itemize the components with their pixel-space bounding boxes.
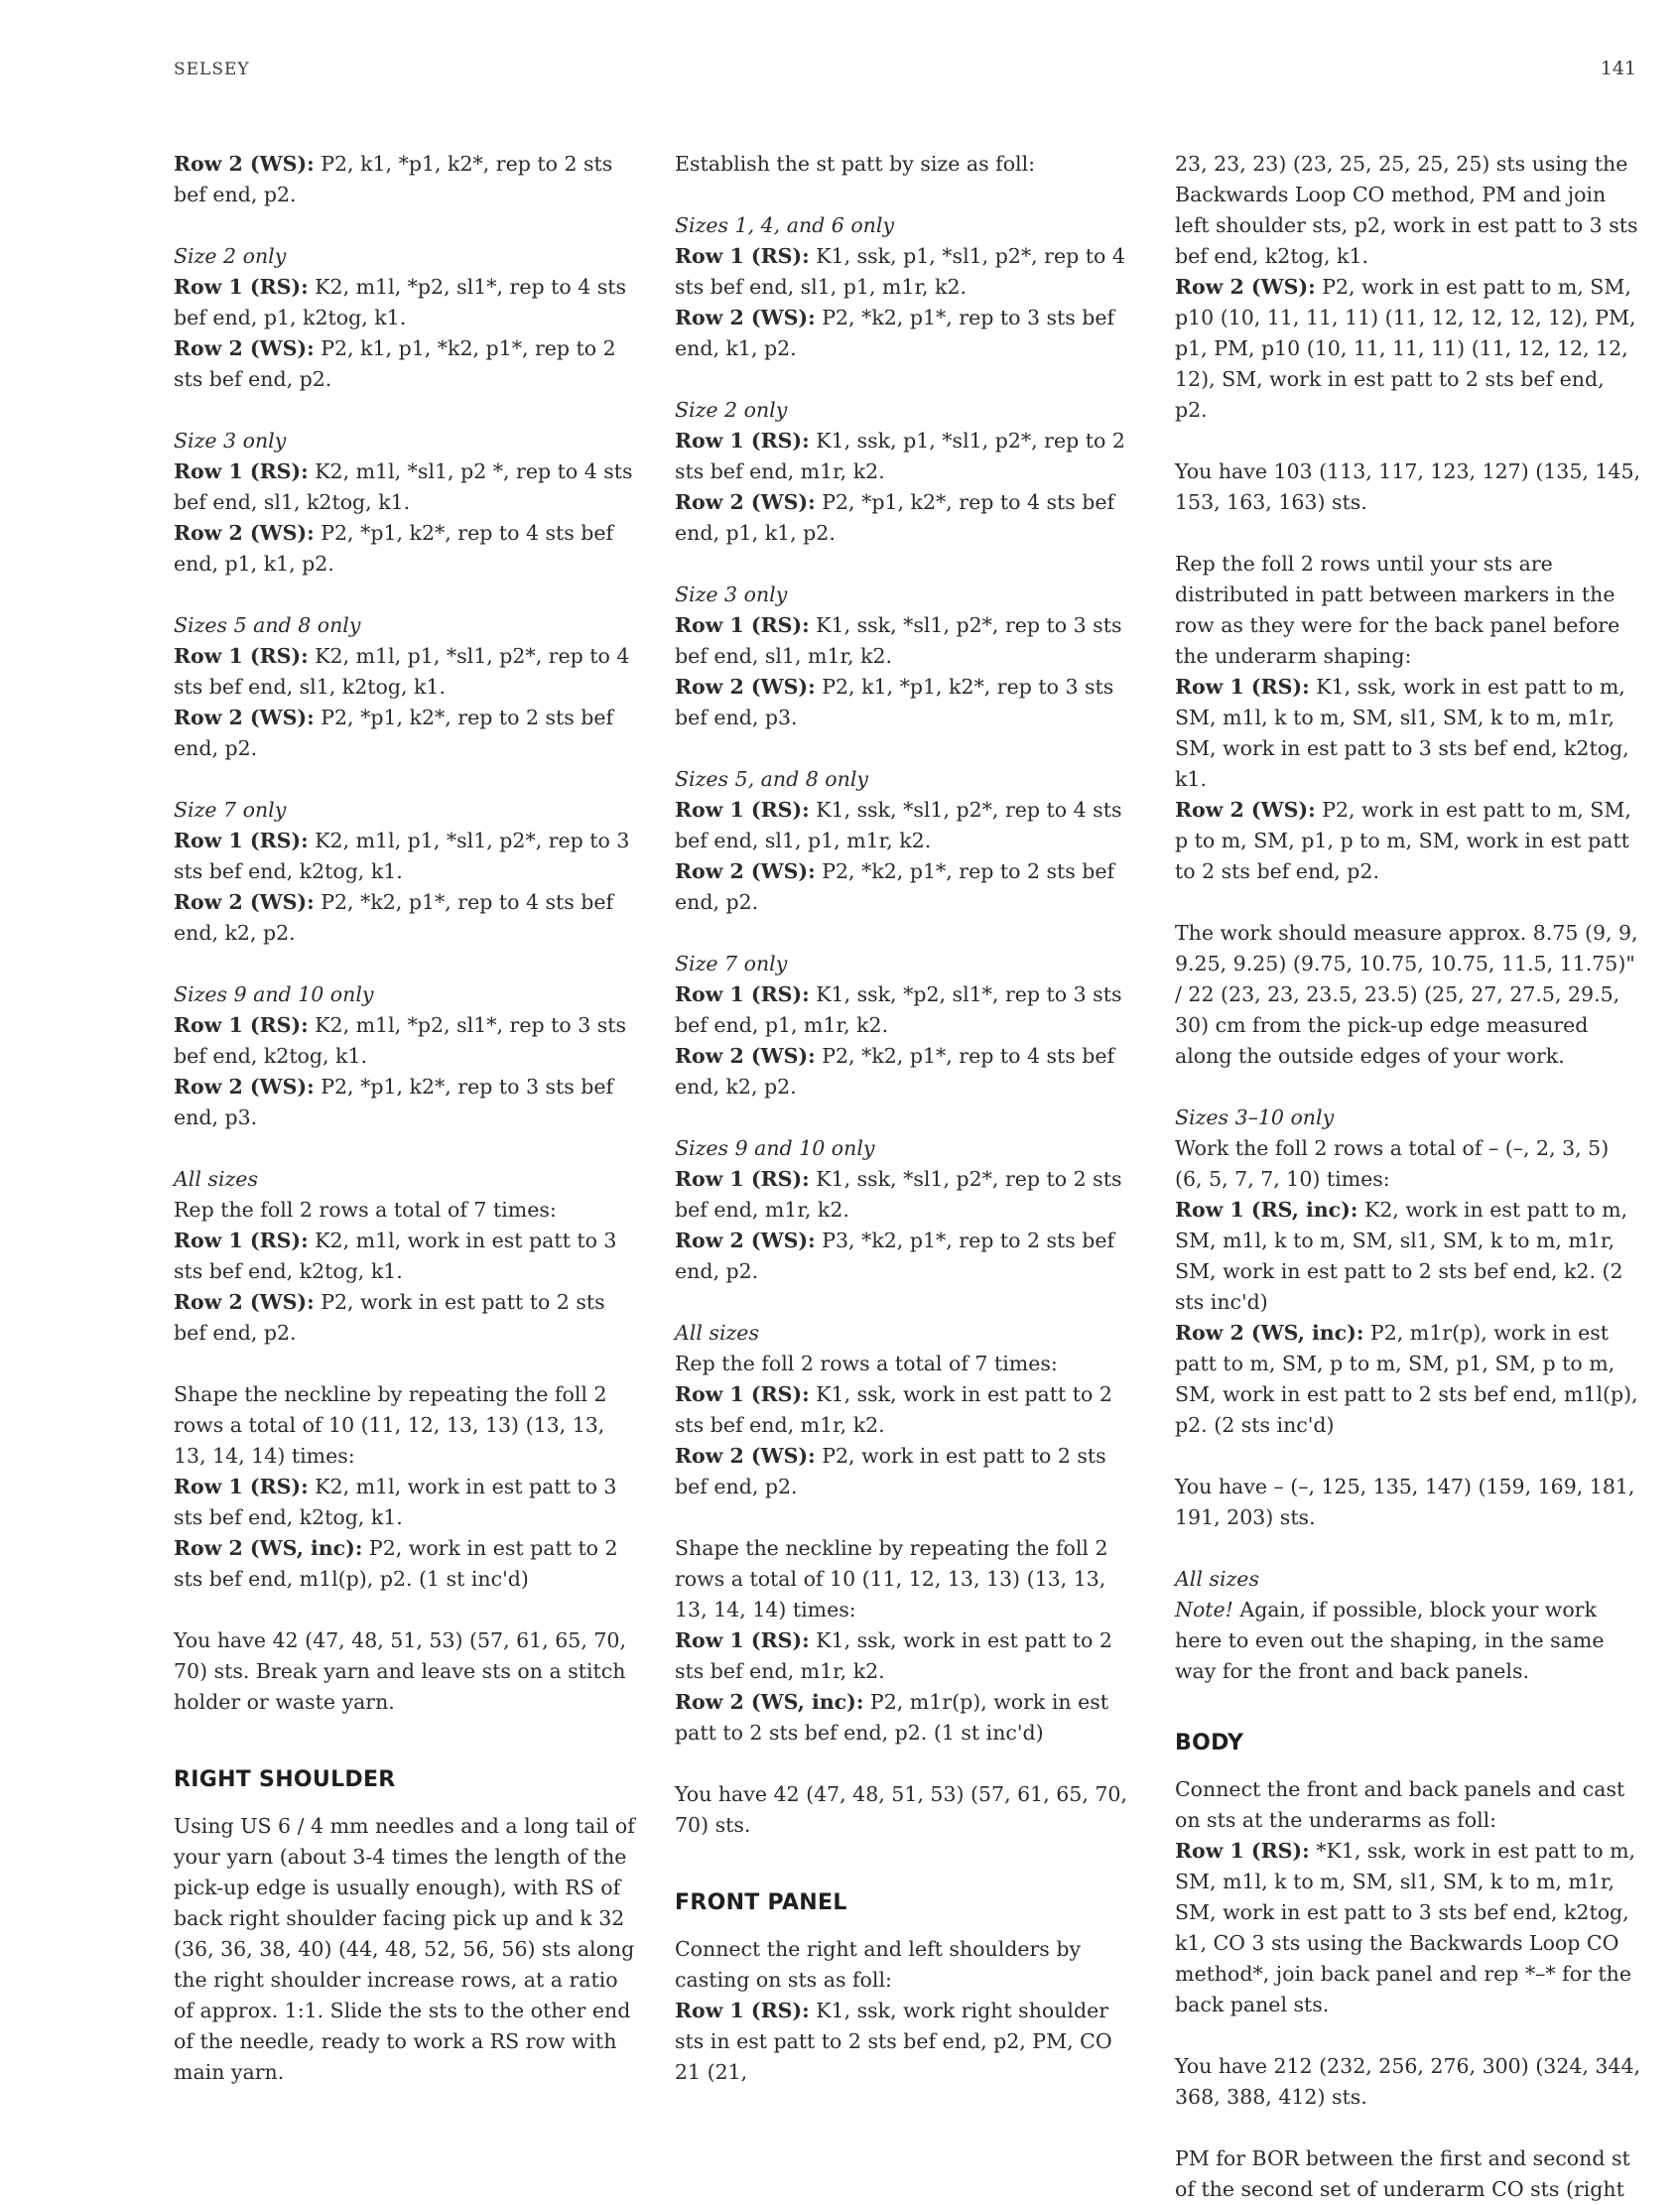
size-title: Sizes 3–10 only xyxy=(1175,1105,1335,1129)
row-instruction: Row 2 (WS): P2, work in est patt to 2 sts bef end, p2. xyxy=(174,1290,605,1345)
row-instruction: Row 1 (RS): K1, ssk, *sl1, p2*, rep to 3 sts bef end, sl1, m1r, k2. xyxy=(675,613,1122,668)
size-section xyxy=(174,426,640,580)
row-instruction: Row 1 (RS): K2, m1l, *p2, sl1*, rep to 4 sts bef end, p1, k2tog, k1. xyxy=(174,275,627,329)
size-section xyxy=(174,610,640,764)
page-number: 141 xyxy=(1600,58,1636,79)
section-intro: Work the foll 2 rows a total of – (–, 2, 3, 5) (6, 5, 7, 7, 10) times: xyxy=(1175,1136,1610,1191)
row-instruction: Row 1 (RS, inc): K2, work in est patt to m, SM, m1l, k to m, SM, sl1, SM, k to m, m1r, SM, work in est patt to 2 sts bef end, k2. (2 sts inc'd) xyxy=(1175,1198,1628,1314)
column-3 xyxy=(1175,149,1641,2205)
row-instruction: Row 2 (WS): P2, work in est patt to 2 sts bef end, p2. xyxy=(675,1444,1106,1498)
size-title: Sizes 9 and 10 only xyxy=(174,982,374,1006)
size-title: Size 2 only xyxy=(675,398,788,422)
section-intro: Shape the neckline by repeating the foll 2 rows a total of 10 (11, 12, 13, 13) (13, 13, 13, 14, 14) times: xyxy=(174,1382,607,1468)
running-header-title: SELSEY xyxy=(174,60,250,79)
size-section xyxy=(1175,1102,1641,1441)
section-heading-front-panel: FRONT PANEL xyxy=(675,1890,847,1915)
size-section xyxy=(174,1164,640,1349)
stitch-count: You have 42 (47, 48, 51, 53) (57, 61, 65, 70, 70) sts. xyxy=(675,1782,1127,1837)
stitch-count: You have – (–, 125, 135, 147) (159, 169, 181, 191, 203) sts. xyxy=(1175,1475,1635,1529)
size-title: Size 3 only xyxy=(675,583,788,606)
size-section xyxy=(675,210,1141,364)
size-section xyxy=(675,1133,1141,1287)
size-section xyxy=(174,979,640,1133)
section-intro: Rep the foll 2 rows a total of 7 times: xyxy=(174,1198,557,1222)
section-heading-right-shoulder: RIGHT SHOULDER xyxy=(174,1767,396,1792)
stitch-count: You have 103 (113, 117, 123, 127) (135, 145, 153, 163, 163) sts. xyxy=(1175,459,1641,514)
row-instruction: Row 1 (RS): K1, ssk, work right shoulder sts in est patt to 2 sts bef end, p2, PM, CO 21 (21, xyxy=(675,1999,1112,2084)
size-section xyxy=(174,241,640,395)
measurement-note: The work should measure approx. 8.75 (9, 9, 9.25, 9.25) (9.75, 10.75, 10.75, 11.5, 11.75)" / 22 (23, 23, 23.5, 23.5) (25, 27, 27.5, 29.5, 30) cm from the pick-up edge measured along the outside edges of your work. xyxy=(1175,921,1638,1068)
section-intro: Connect the right and left shoulders by casting on sts as foll: xyxy=(675,1937,1082,1992)
size-section xyxy=(174,795,640,949)
section-intro: Rep the foll 2 rows until your sts are distributed in patt between markers in the row as they were for the back panel before the underarm shaping: xyxy=(1175,552,1620,668)
note: Note! Again, if possible, block your work here to even out the shaping, in the same way for the front and back panels. xyxy=(1175,1598,1605,1683)
paragraph: Using US 6 / 4 mm needles and a long tail of your yarn (about 3-4 times the length of the pick-up edge is usually enough), with RS of back right shoulder facing pick up and k 32 (36, 36, 38, 40) (44, 48, 52, 56, 56) sts along the right shoulder increase rows, at a ratio of approx. 1:1. Slide the sts to the other end of the needle, ready to work a RS row with main yarn. xyxy=(174,1814,635,2084)
body-section xyxy=(1175,1774,1641,2020)
row-instruction: Row 2 (WS, inc): P2, m1r(p), work in est patt to m, SM, p to m, SM, p1, SM, p to m, SM, work in est patt to 2 sts bef end, m1l(p), p2. (2 sts inc'd) xyxy=(1175,1321,1638,1437)
size-section xyxy=(1175,1564,1641,1687)
stitch-count: You have 42 (47, 48, 51, 53) (57, 61, 65, 70, 70) sts. Break yarn and leave sts on a stitch holder or waste yarn. xyxy=(174,1628,626,1714)
row-instruction: Row 2 (WS, inc): P2, m1r(p), work in est patt to 2 sts bef end, p2. (1 st inc'd) xyxy=(675,1690,1109,1745)
size-section xyxy=(675,764,1141,918)
row-instruction: Row 2 (WS): P2, *p1, k2*, rep to 4 sts bef end, p1, k1, p2. xyxy=(675,490,1115,545)
section-intro: Shape the neckline by repeating the foll 2 rows a total of 10 (11, 12, 13, 13) (13, 13, 13, 14, 14) times: xyxy=(675,1536,1108,1621)
column-1 xyxy=(174,149,640,2088)
row-instruction: Row 2 (WS): P3, *k2, p1*, rep to 2 sts bef end, p2. xyxy=(675,1229,1115,1283)
row-instruction: Row 2 (WS, inc): P2, work in est patt to 2 sts bef end, m1l(p), p2. (1 st inc'd) xyxy=(174,1536,618,1591)
row-instruction: Row 2 (WS): P2, *k2, p1*, rep to 2 sts bef end, p2. xyxy=(675,859,1115,914)
paragraph: PM for BOR between the first and second st of the second set of underarm CO sts (right xyxy=(1175,2146,1630,2201)
size-title: Size 7 only xyxy=(675,952,788,975)
size-title: Sizes 5 and 8 only xyxy=(174,613,361,637)
column-2 xyxy=(675,149,1141,2088)
row-instruction: Row 1 (RS): K2, m1l, *p2, sl1*, rep to 3 sts bef end, k2tog, k1. xyxy=(174,1013,627,1068)
row-instruction: Row 1 (RS): K2, m1l, work in est patt to 3 sts bef end, k2tog, k1. xyxy=(174,1229,617,1283)
paragraph: 23, 23, 23) (23, 25, 25, 25, 25) sts using the Backwards Loop CO method, PM and join left shoulder sts, p2, work in est patt to 3 sts bef end, k2tog, k1. xyxy=(1175,152,1638,268)
size-section xyxy=(675,949,1141,1102)
row-instruction: Row 1 (RS): K1, ssk, work in est patt to m, SM, m1l, k to m, SM, sl1, SM, k to m, m1r, SM, work in est patt to 3 sts bef end, k2tog, k1. xyxy=(1175,675,1629,791)
row-instruction: Row 1 (RS): K2, m1l, work in est patt to 3 sts bef end, k2tog, k1. xyxy=(174,1475,617,1529)
row-instruction: Row 2 (WS): P2, k1, *p1, k2*, rep to 2 sts bef end, p2. xyxy=(174,152,613,206)
row-instruction: Row 1 (RS): K1, ssk, work in est patt to 2 sts bef end, m1r, k2. xyxy=(675,1628,1112,1683)
row-instruction: Row 2 (WS): P2, work in est patt to m, SM, p to m, SM, p1, p to m, SM, work in est patt to 2 sts bef end, p2. xyxy=(1175,798,1631,883)
repeat-section xyxy=(1175,549,1641,887)
row-instruction: Row 1 (RS): K1, ssk, *p2, sl1*, rep to 3 sts bef end, p1, m1r, k2. xyxy=(675,982,1122,1037)
size-title: Sizes 1, 4, and 6 only xyxy=(675,213,895,237)
row-instruction: Row 2 (WS): P2, *k2, p1*, rep to 4 sts bef end, k2, p2. xyxy=(174,890,614,945)
size-title: All sizes xyxy=(1175,1567,1259,1591)
row-instruction: Row 2 (WS): P2, *k2, p1*, rep to 4 sts bef end, k2, p2. xyxy=(675,1044,1115,1099)
row-instruction: Row 2 (WS): P2, *p1, k2*, rep to 4 sts bef end, p1, k1, p2. xyxy=(174,521,614,576)
row-instruction: Row 2 (WS): P2, *p1, k2*, rep to 2 sts bef end, p2. xyxy=(174,706,614,760)
row-instruction: Row 1 (RS): K2, m1l, *sl1, p2 *, rep to 4 sts bef end, sl1, k2tog, k1. xyxy=(174,459,633,514)
size-title: Size 7 only xyxy=(174,798,287,822)
size-section xyxy=(675,580,1141,733)
size-title: All sizes xyxy=(174,1167,258,1191)
size-title: Size 3 only xyxy=(174,429,287,453)
row-instruction: Row 1 (RS): K2, m1l, p1, *sl1, p2*, rep to 4 sts bef end, sl1, k2tog, k1. xyxy=(174,644,630,699)
front-panel-continued xyxy=(1175,149,1641,426)
size-title: Sizes 9 and 10 only xyxy=(675,1136,875,1160)
neckline-section xyxy=(174,1379,640,1595)
paragraph: Establish the st patt by size as foll: xyxy=(675,152,1036,176)
row-instruction: Row 2 (WS): P2, work in est patt to m, SM, p10 (10, 11, 11, 11) (11, 12, 12, 12, 12), PM, p1, PM, p10 (10, 11, 11, 11) (11, 12, 12, 12, 12), SM, work in est patt to 2 sts bef end, p2. xyxy=(1175,275,1636,422)
row-instruction: Row 2 (WS): P2, k1, p1, *k2, p1*, rep to 2 sts bef end, p2. xyxy=(174,336,616,391)
size-title: Size 2 only xyxy=(174,244,287,268)
row-instruction: Row 1 (RS): K1, ssk, *sl1, p2*, rep to 4 sts bef end, sl1, p1, m1r, k2. xyxy=(675,798,1122,852)
row-instruction: Row 1 (RS): K1, ssk, *sl1, p2*, rep to 2 sts bef end, m1r, k2. xyxy=(675,1167,1122,1222)
row-instruction: Row 2 (WS): P2, *p1, k2*, rep to 3 sts bef end, p3. xyxy=(174,1075,614,1129)
row-instruction: Row 1 (RS): *K1, ssk, work in est patt to m, SM, m1l, k to m, SM, sl1, SM, k to m, m1r, SM, work in est patt to 3 sts bef end, k2tog, k1, CO 3 sts using the Backwards Loop CO method*, join back panel and rep *–* for the back panel sts. xyxy=(1175,1839,1636,2016)
size-title: Sizes 5, and 8 only xyxy=(675,767,868,791)
front-panel-section xyxy=(675,1934,1141,2088)
row-instruction: Row 1 (RS): K1, ssk, work in est patt to 2 sts bef end, m1r, k2. xyxy=(675,1382,1112,1437)
row-instruction: Row 2 (WS): P2, *k2, p1*, rep to 3 sts bef end, k1, p2. xyxy=(675,306,1115,360)
stitch-count: You have 212 (232, 256, 276, 300) (324, 344, 368, 388, 412) sts. xyxy=(1175,2054,1641,2109)
size-section xyxy=(675,395,1141,549)
row-instruction: Row 2 (WS): P2, k1, *p1, k2*, rep to 3 sts bef end, p3. xyxy=(675,675,1114,729)
size-section xyxy=(675,1318,1141,1502)
section-intro: Connect the front and back panels and cast on sts at the underarms as foll: xyxy=(1175,1777,1625,1832)
row-instruction: Row 1 (RS): K2, m1l, p1, *sl1, p2*, rep to 3 sts bef end, k2tog, k1. xyxy=(174,829,630,883)
neckline-section xyxy=(675,1533,1141,1749)
row-instruction: Row 1 (RS): K1, ssk, p1, *sl1, p2*, rep to 4 sts bef end, sl1, p1, m1r, k2. xyxy=(675,244,1125,299)
row-instruction: Row 1 (RS): K1, ssk, p1, *sl1, p2*, rep to 2 sts bef end, m1r, k2. xyxy=(675,429,1125,483)
size-title: All sizes xyxy=(675,1321,759,1345)
section-intro: Rep the foll 2 rows a total of 7 times: xyxy=(675,1352,1058,1375)
section-heading-body: BODY xyxy=(1175,1731,1244,1755)
